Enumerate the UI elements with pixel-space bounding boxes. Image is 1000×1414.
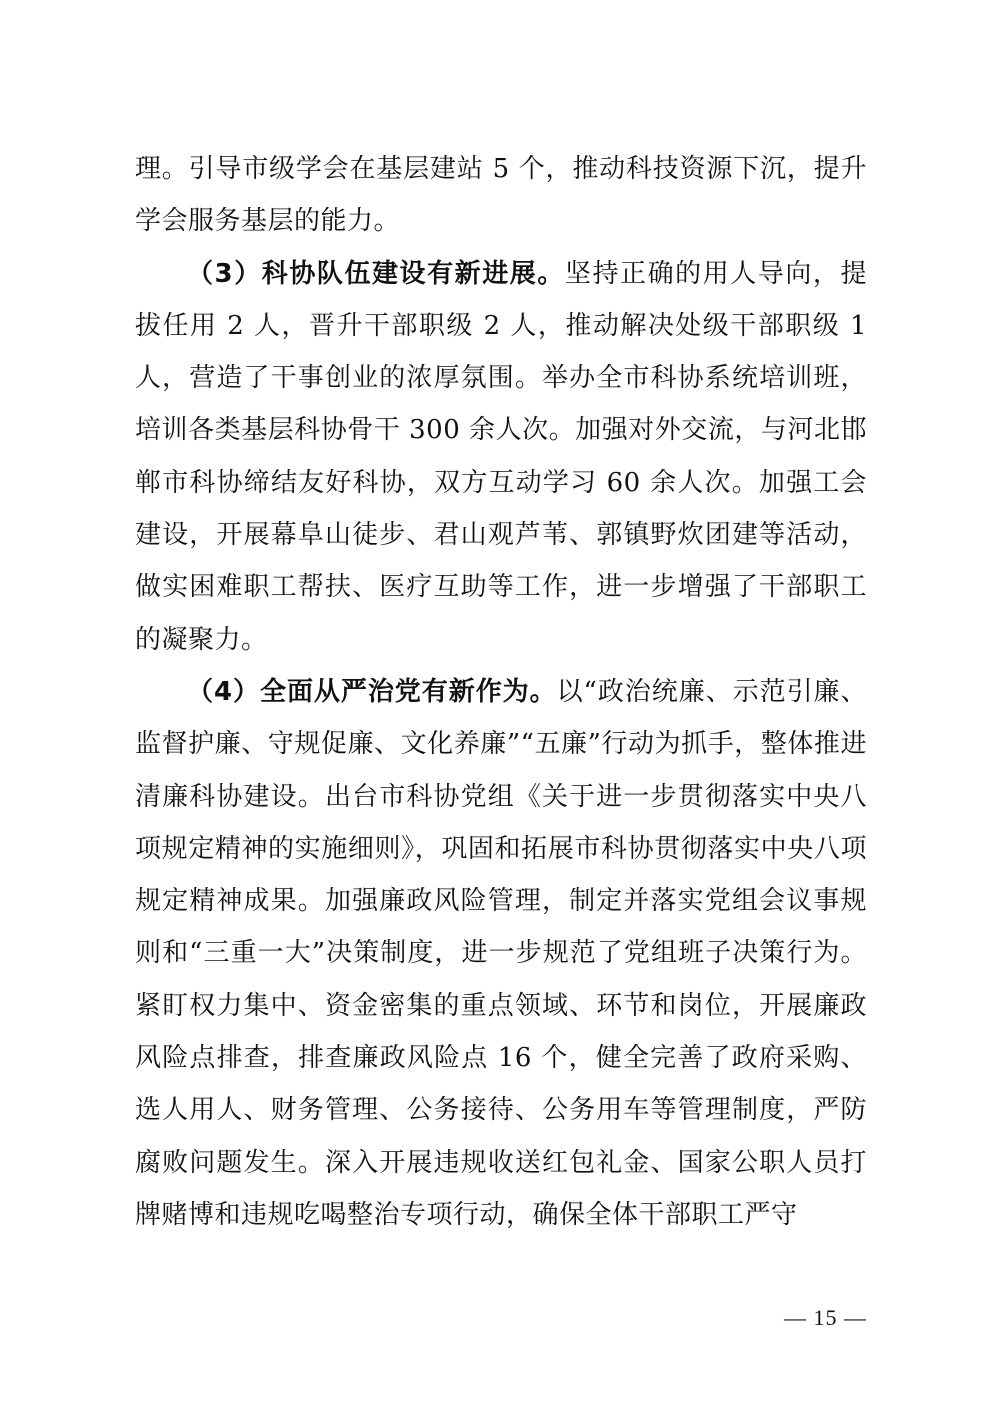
page-number: — 15 —	[784, 1305, 867, 1330]
paragraph-text: 以“政治统廉、示范引廉、监督护廉、守规促廉、文化养廉”“五廉”行动为抓手，整体推进清廉科协建设。出台市科协党组《关于进一步贯彻落实中央八项规定精神的实施细则》，巩固和拓展市科协贯彻落实中央八项规定精神成果。加强廉政风险管理，制定并落实党组会议事规则和“三重一大”决策制度，进一步规范了党组班子决策行为。紧盯权力集中、资金密集的重点领域、环节和岗位，开展廉政风险点排查，排查廉政风险点 16 个，健全完善了政府采购、选人用人、财务管理、公务接待、公务用车等管理制度，严防腐败问题发生。深入开展违规收送红包礼金、国家公职人员打牌赌博和违规吃喝整治专项行动，确保全体干部职工严守	[135, 676, 867, 1230]
paragraph-team-building	[135, 248, 867, 666]
page-content	[135, 143, 867, 1241]
section-heading-3: （3）科协队伍建设有新进展。	[187, 258, 565, 289]
paragraph-party-discipline	[135, 666, 867, 1241]
paragraph-continuation	[135, 143, 867, 248]
section-heading-4: （4）全面从严治党有新作为。	[187, 676, 557, 707]
paragraph-text: 理。引导市级学会在基层建站 5 个，推动科技资源下沉，提升学会服务基层的能力。	[135, 154, 867, 237]
paragraph-text: 坚持正确的用人导向，提拔任用 2 人，晋升干部职级 2 人，推动解决处级干部职级 1 人，营造了干事创业的浓厚氛围。举办全市科协系统培训班，培训各类基层科协骨干 300 余人次。加强对外交流，与河北邯郸市科协缔结友好科协，双方互动学习 60 余人次。加强工会建设，开展幕阜山徒步、君山观芦苇、郭镇野炊团建等活动，做实困难职工帮扶、医疗互助等工作，进一步增强了干部职工的凝聚力。	[135, 258, 867, 655]
